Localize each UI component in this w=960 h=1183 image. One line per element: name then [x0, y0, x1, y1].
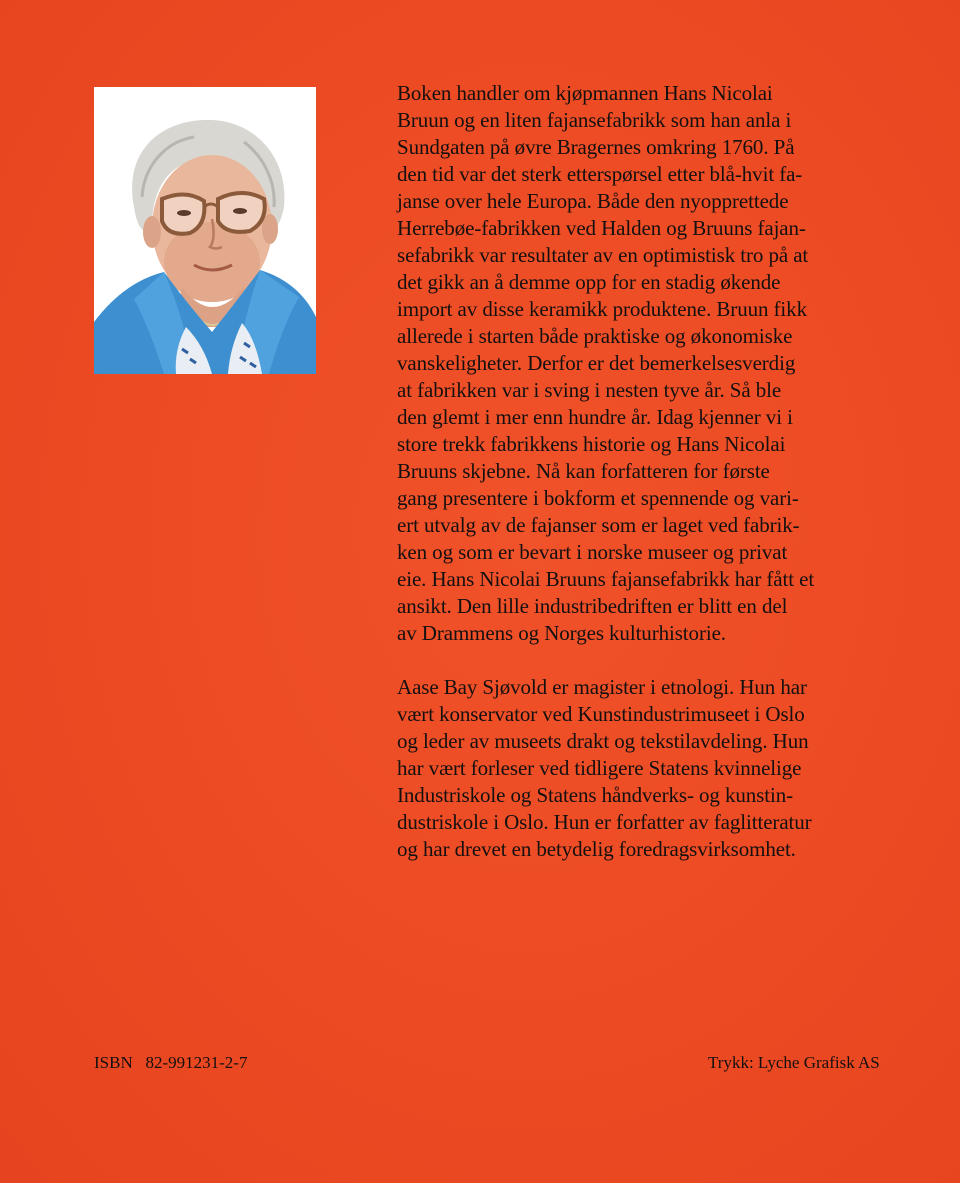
book-description: Boken handler om kjøpmannen Hans Nicolai Bruun og en liten fajansefabrikk som han anla i Sundgaten på øvre Bragernes omkring 1760. På den tid var det sterk etterspørsel etter blå-hvit fa- janse over hele Europa. Både den nyopprettede Herrebøe-fabrikken ved Halden og Bruuns fajan- sefabrikk var resultater av en optimistisk tro på at det gikk an å demme opp for en stadig økende import av disse keramikk produktene. Bruun fikk allerede i starten både praktiske og økonomiske vanskeligheter. Derfor er det bemerkelsesverdig at fabrikken var i sving i nesten tyve år. Så ble den glemt i mer enn hundre år. Idag kjenner vi i store trekk fabrikkens historie og Hans Nicolai Bruuns skjebne. Nå kan forfatteren for første gang presentere i bokform et spennende og vari- ert utvalg av de fajanser som er laget ved fabrik- ken og som er bevart i norske museer og privat eie. Hans Nicolai Bruuns fajansefabrikk har fått et ansikt. Den lille industribedriften er blitt en del av Drammens og Norges kulturhistorie. — [397, 81, 815, 645]
back-cover-text — [397, 80, 917, 863]
printer-credit: Trykk: Lyche Grafisk AS — [708, 1053, 880, 1072]
author-portrait-photo — [94, 87, 316, 374]
author-bio: Aase Bay Sjøvold er magister i etnologi. Hun har vært konservator ved Kunstindustrimuseet i Oslo og leder av museets drakt og tekstilavdeling. Hun har vært forleser ved tidligere Statens kvinnelige Industriskole og Statens håndverks- og kunstin- dustriskole i Oslo. Hun er forfatter av faglitteratur og har drevet en betydelig foredragsvirksomhet. — [397, 675, 812, 861]
author-portrait-image — [94, 87, 316, 374]
isbn-number: ISBN 82-991231-2-7 — [94, 1053, 248, 1072]
